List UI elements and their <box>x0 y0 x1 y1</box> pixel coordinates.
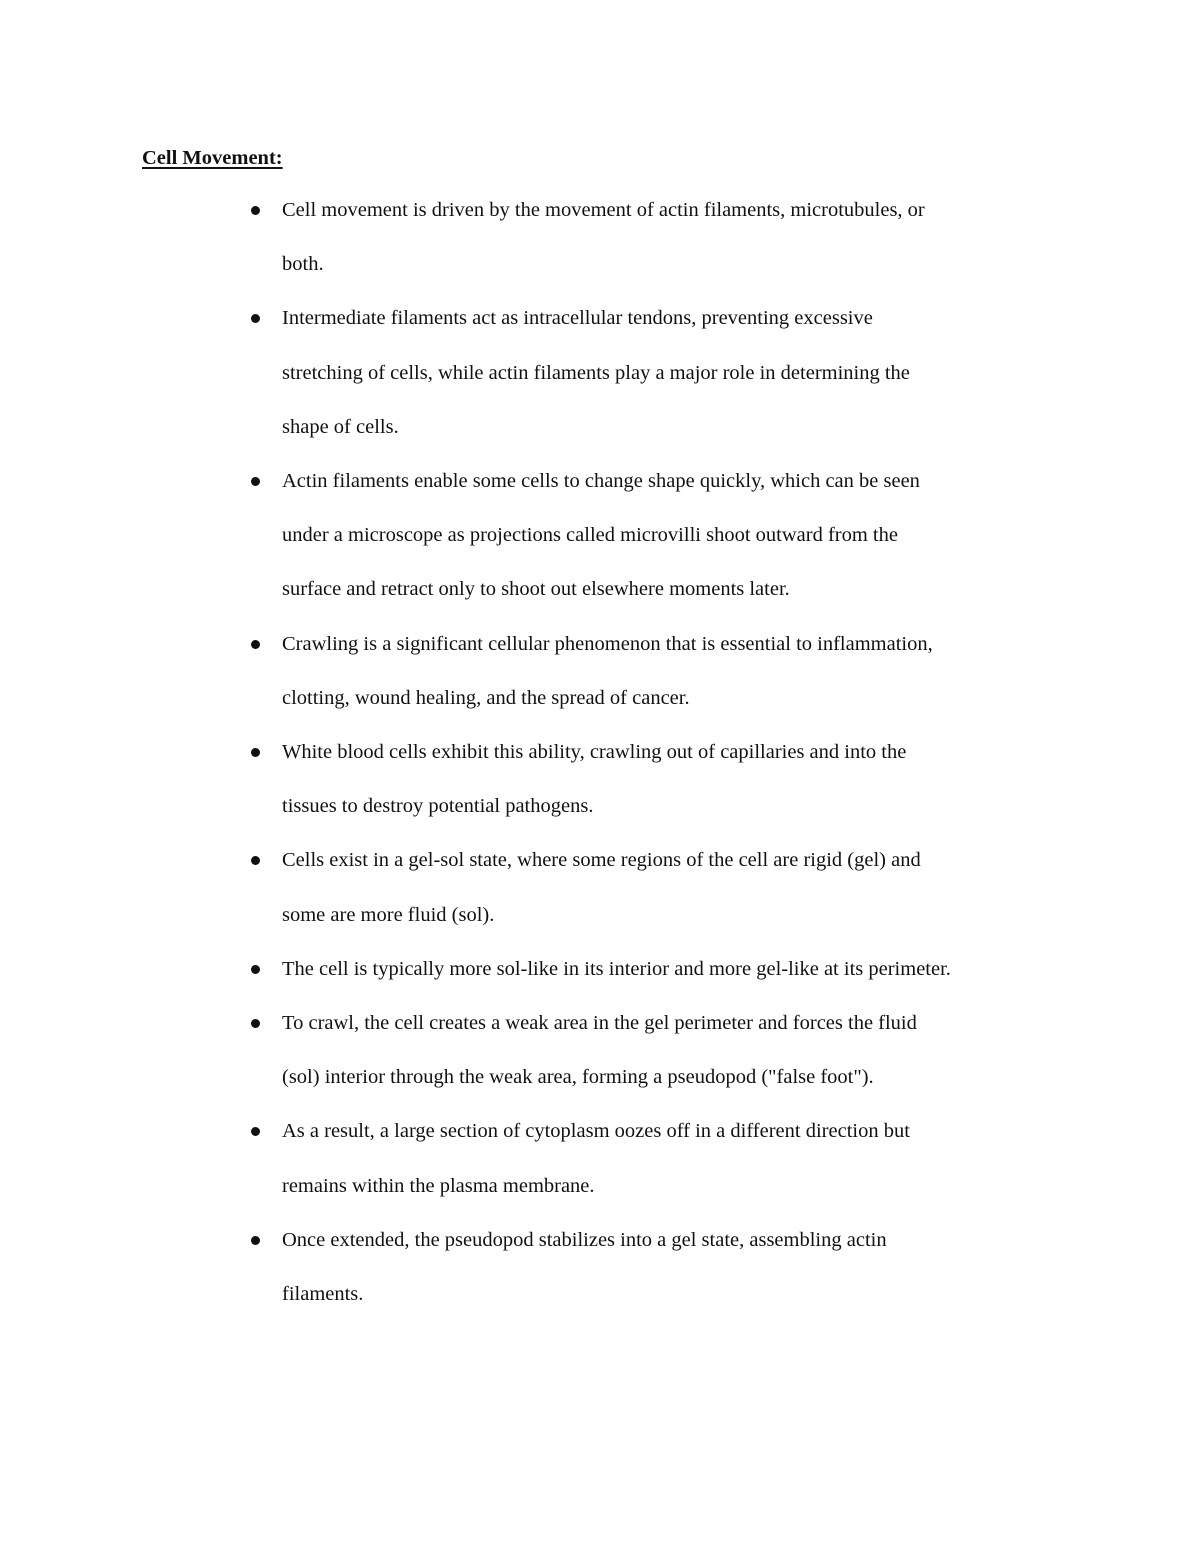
bullet-text-line: both. <box>282 253 324 276</box>
bullet-text-line: Once extended, the pseudopod stabilizes into a gel state, assembling actin <box>282 1228 887 1251</box>
section-heading: Cell Movement: <box>142 147 283 169</box>
bullet-text-line: Cells exist in a gel-sol state, where some regions of the cell are rigid (gel) and <box>282 849 921 872</box>
bullet-text-line: some are more fluid (sol). <box>282 903 495 926</box>
bullet-dot-icon <box>251 1019 260 1028</box>
bullet-text-line: remains within the plasma membrane. <box>282 1174 595 1197</box>
bullet-dot-icon <box>251 965 260 974</box>
bullet-text-line: surface and retract only to shoot out elsewhere moments later. <box>282 578 790 601</box>
bullet-dot-icon <box>251 477 260 486</box>
bullet-text-line: (sol) interior through the weak area, forming a pseudopod ("false foot"). <box>282 1066 874 1089</box>
bullet-text-line: Crawling is a significant cellular phenomenon that is essential to inflammation, <box>282 632 933 655</box>
bullet-text-line: Actin filaments enable some cells to change shape quickly, which can be seen <box>282 470 920 492</box>
bullet-text-line: Intermediate filaments act as intracellular tendons, preventing excessive <box>282 307 873 330</box>
bullet-dot-icon <box>251 856 260 865</box>
bullet-dot-icon <box>251 206 260 215</box>
bullet-dot-icon <box>251 314 260 323</box>
bullet-dot-icon <box>251 1127 260 1136</box>
bullet-text-line: To crawl, the cell creates a weak area in the gel perimeter and forces the fluid <box>282 1012 917 1034</box>
bullet-dot-icon <box>251 640 260 649</box>
bullet-text-line: clotting, wound healing, and the spread of cancer. <box>282 686 690 709</box>
bullet-dot-icon <box>251 1236 260 1245</box>
bullet-text-line: shape of cells. <box>282 415 399 438</box>
bullet-dot-icon <box>251 748 260 757</box>
bullet-text-line: filaments. <box>282 1282 364 1305</box>
bullet-text-line: The cell is typically more sol-like in its interior and more gel-like at its perimeter. <box>282 957 951 980</box>
bullet-text-line: Cell movement is driven by the movement of actin filaments, microtubules, or <box>282 199 925 221</box>
bullet-text-line: under a microscope as projections called microvilli shoot outward from the <box>282 524 898 547</box>
bullet-text-line: stretching of cells, while actin filaments play a major role in determining the <box>282 361 910 384</box>
bullet-text-line: As a result, a large section of cytoplasm oozes off in a different direction but <box>282 1120 910 1143</box>
bullet-text-line: White blood cells exhibit this ability, crawling out of capillaries and into the <box>282 741 907 763</box>
bullet-text-line: tissues to destroy potential pathogens. <box>282 795 594 818</box>
